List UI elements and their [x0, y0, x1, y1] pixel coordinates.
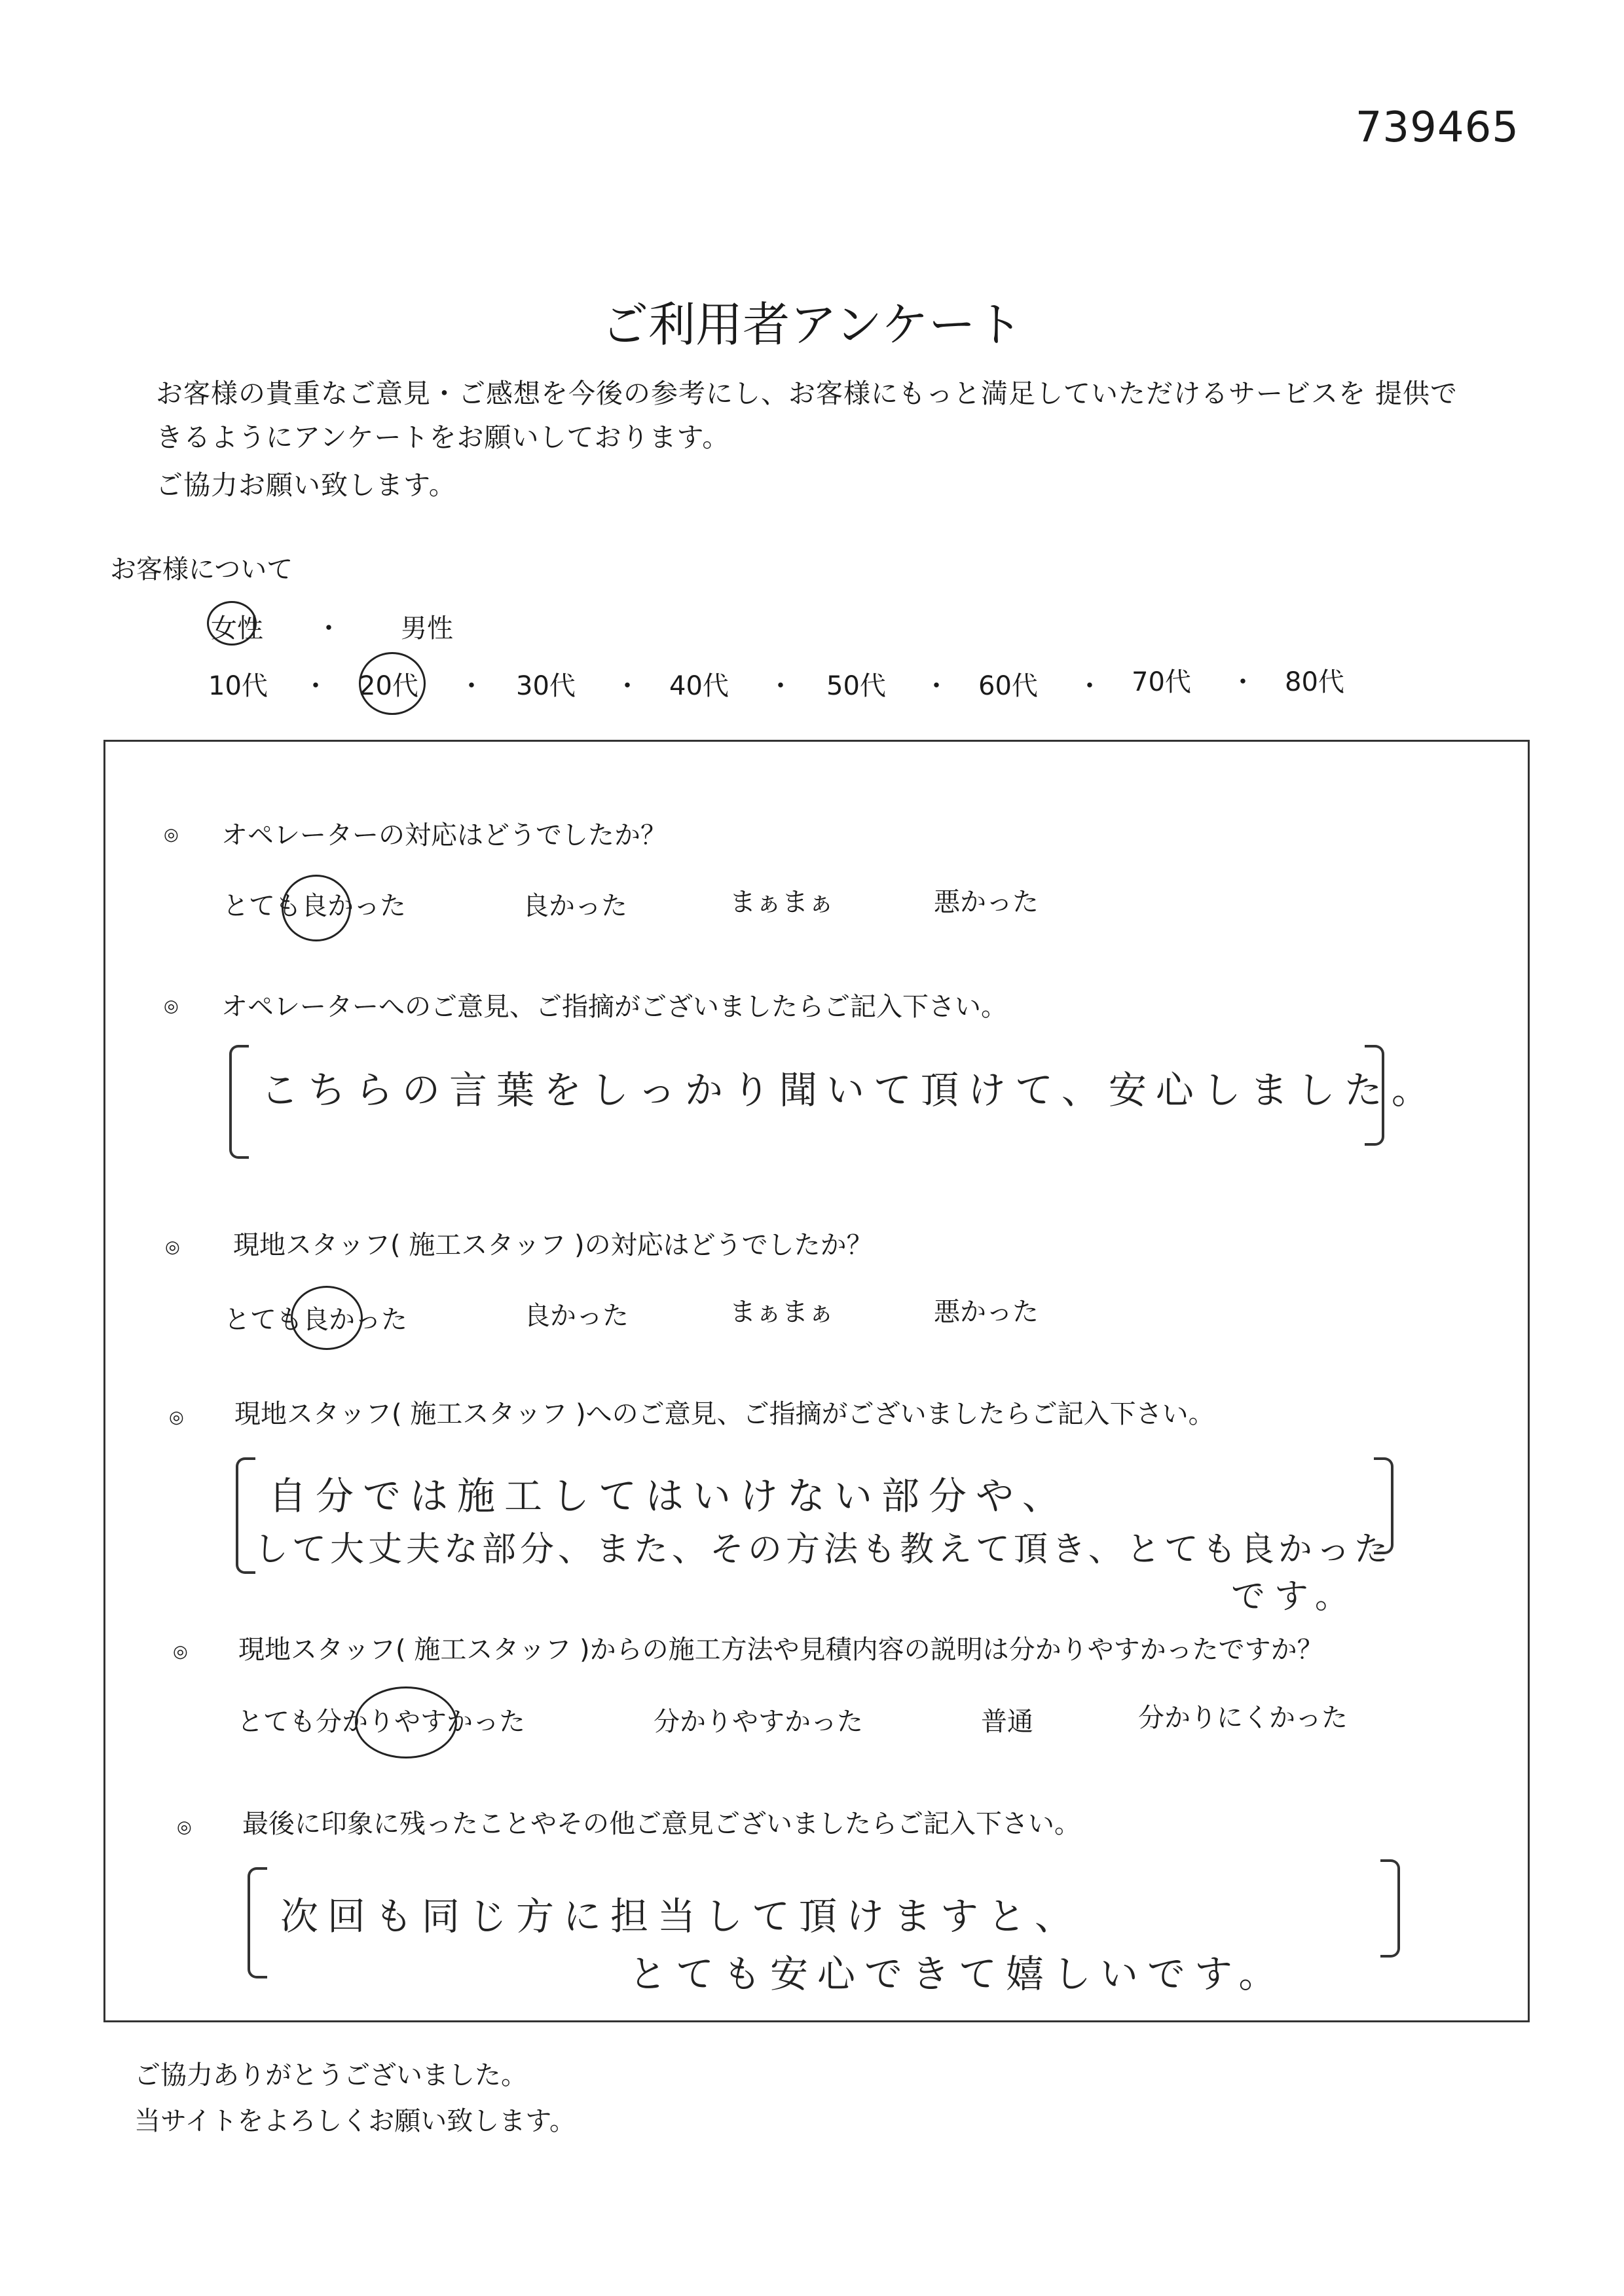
- age-option-40s[interactable]: 40代: [669, 671, 729, 701]
- q4-answer-line-3: です。: [1231, 1577, 1358, 1616]
- age-option-20s[interactable]: 20代: [359, 671, 418, 701]
- q3-option-very-good[interactable]: とても良かった: [224, 1305, 407, 1335]
- page-title: ご利用者アンケート: [601, 297, 1023, 352]
- intro-line-3: ご協力お願い致します。: [156, 469, 456, 501]
- closing-request: 当サイトをよろしくお願い致します。: [134, 2106, 576, 2136]
- q3-option-average[interactable]: まぁまぁ: [729, 1297, 834, 1327]
- age-option-30s[interactable]: 30代: [516, 671, 576, 701]
- separator: ・: [303, 671, 329, 701]
- q1-option-good[interactable]: 良かった: [523, 891, 627, 921]
- q2-answer-line-1: こちらの言葉をしっかり聞いて頂けて、安心しました。: [261, 1068, 1439, 1112]
- age-option-50s[interactable]: 50代: [826, 671, 886, 701]
- question-bullet: ◎: [165, 1237, 180, 1257]
- answer-bracket-right: [1374, 1457, 1393, 1554]
- gender-option-male[interactable]: 男性: [401, 613, 453, 644]
- separator: ・: [316, 613, 342, 644]
- question-3-text: 現地スタッフ( 施工スタッフ )の対応はどうでしたか？: [233, 1230, 873, 1260]
- question-bullet: ◎: [164, 996, 179, 1016]
- q1-option-very-good[interactable]: とても良かった: [223, 891, 406, 921]
- q5-option-very-easy[interactable]: とても分かりやすかった: [237, 1707, 525, 1737]
- separator: ・: [923, 671, 950, 701]
- q4-answer-line-1: 自分では施工してはいけない部分や、: [268, 1474, 1069, 1518]
- answer-bracket-left: [229, 1045, 249, 1159]
- question-2-text: オペレーターへのご意見、ご指摘がございましたらご記入下さい。: [221, 992, 1007, 1022]
- q3-option-bad[interactable]: 悪かった: [934, 1297, 1039, 1327]
- separator: ・: [1230, 667, 1256, 697]
- q6-answer-line-2: とても安心できて嬉しいです。: [629, 1952, 1286, 1996]
- separator: ・: [767, 671, 794, 701]
- question-1-text: オペレーターの対応はどうでしたか？: [221, 820, 667, 850]
- q3-option-good[interactable]: 良かった: [524, 1301, 629, 1331]
- separator: ・: [1077, 671, 1103, 701]
- q1-option-average[interactable]: まぁまぁ: [729, 887, 834, 917]
- question-4-text: 現地スタッフ( 施工スタッフ )へのご意見、ご指摘がございましたらご記入下さい。: [234, 1399, 1215, 1429]
- age-option-10s[interactable]: 10代: [208, 671, 268, 701]
- question-6-text: 最後に印象に残ったことやその他ご意見ございましたらご記入下さい。: [242, 1809, 1080, 1839]
- q1-option-bad[interactable]: 悪かった: [934, 887, 1039, 917]
- answer-bracket-right: [1365, 1045, 1384, 1146]
- customer-section-label: お客様について: [110, 555, 293, 585]
- intro-line-1: お客様の貴重なご意見・ご感想を今後の参考にし、お客様にもっと満足していただけるサービスを 提供で: [156, 378, 1458, 409]
- question-bullet: ◎: [173, 1642, 188, 1662]
- selection-circle: [359, 652, 426, 715]
- answer-bracket-right: [1380, 1859, 1400, 1958]
- question-bullet: ◎: [169, 1408, 184, 1427]
- q6-answer-line-1: 次回も同じ方に担当して頂けますと、: [280, 1894, 1082, 1939]
- q5-option-normal[interactable]: 普通: [981, 1707, 1033, 1737]
- answer-bracket-left: [236, 1457, 255, 1574]
- gender-option-female[interactable]: 女性: [211, 613, 263, 644]
- q5-option-easy[interactable]: 分かりやすかった: [654, 1707, 863, 1737]
- separator: ・: [458, 671, 485, 701]
- selection-circle: [282, 875, 351, 941]
- answer-bracket-left: [248, 1867, 267, 1978]
- age-option-80s[interactable]: 80代: [1285, 667, 1344, 697]
- question-bullet: ◎: [177, 1817, 192, 1837]
- selection-circle: [291, 1286, 363, 1350]
- q5-option-hard[interactable]: 分かりにくかった: [1138, 1703, 1348, 1733]
- separator: ・: [614, 671, 640, 701]
- selection-circle: [355, 1686, 457, 1758]
- closing-thanks: ご協力ありがとうございました。: [134, 2060, 527, 2090]
- intro-line-2: きるようにアンケートをお願いしております。: [156, 422, 730, 453]
- question-bullet: ◎: [164, 825, 179, 845]
- document-number: 739465: [1355, 103, 1519, 152]
- age-option-60s[interactable]: 60代: [978, 671, 1038, 701]
- q4-answer-line-2: して大丈夫な部分、また、その方法も教えて頂き、とても良かった: [254, 1530, 1392, 1569]
- question-5-text: 現地スタッフ( 施工スタッフ )からの施工方法や見積内容の説明は分かりやすかったですか？: [238, 1635, 1323, 1665]
- selection-circle: [207, 601, 257, 646]
- age-option-70s[interactable]: 70代: [1132, 667, 1191, 697]
